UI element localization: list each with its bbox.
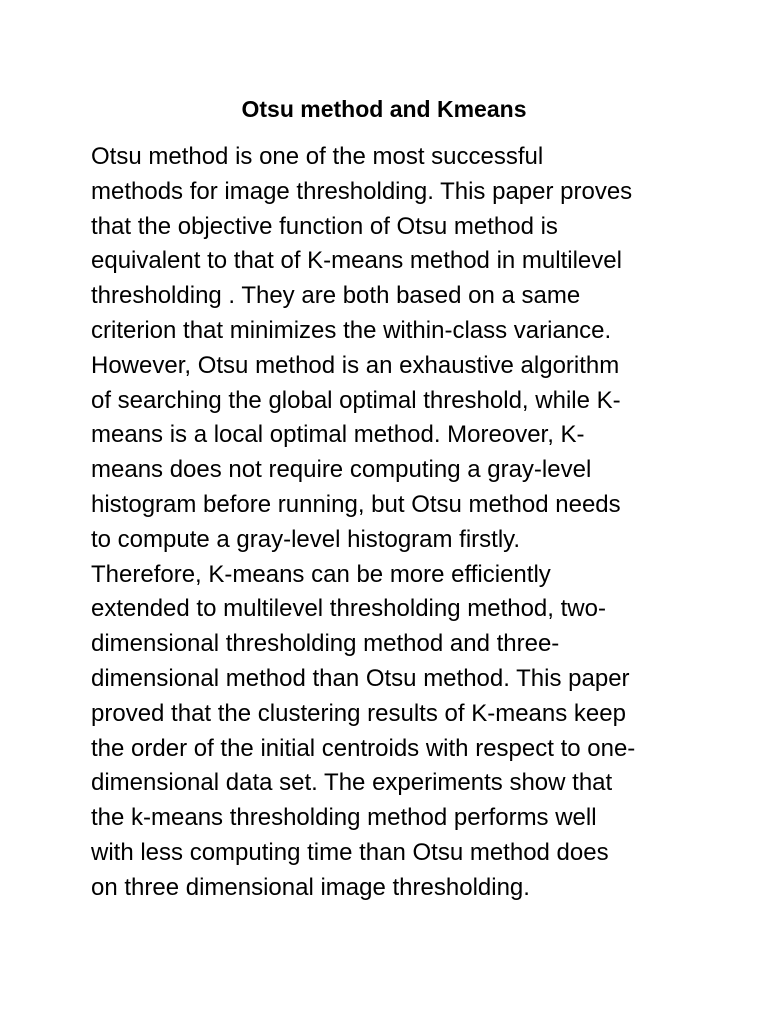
body-line: equivalent to that of K-means method in multilevel <box>91 247 622 275</box>
body-line: However, Otsu method is an exhaustive algorithm <box>91 351 620 379</box>
body-line: with less computing time than Otsu method does <box>91 838 609 866</box>
body-line: dimensional method than Otsu method. This paper <box>91 664 630 692</box>
document-body <box>91 140 691 906</box>
document-title: Otsu method and Kmeans <box>241 96 527 122</box>
body-line: extended to multilevel thresholding method, two- <box>91 595 606 623</box>
body-line: dimensional thresholding method and three- <box>91 630 560 658</box>
body-line: means is a local optimal method. Moreover, K- <box>91 421 585 449</box>
body-line: proved that the clustering results of K-means keep <box>91 699 626 727</box>
body-line: methods for image thresholding. This paper proves <box>91 177 633 205</box>
body-line: criterion that minimizes the within-class variance. <box>91 316 612 344</box>
body-line: Therefore, K-means can be more efficiently <box>91 560 551 588</box>
body-line: that the objective function of Otsu method is <box>91 212 558 240</box>
body-line: on three dimensional image thresholding. <box>91 873 530 901</box>
body-line: histogram before running, but Otsu method needs <box>91 490 621 518</box>
body-line: the order of the initial centroids with respect to one- <box>91 734 636 762</box>
body-line: dimensional data set. The experiments show that <box>91 769 613 797</box>
body-line: thresholding . They are both based on a same <box>91 282 581 310</box>
body-line: means does not require computing a gray-level <box>91 456 592 484</box>
body-line: the k-means thresholding method performs well <box>91 804 597 832</box>
body-line: of searching the global optimal threshold, while K- <box>91 386 621 414</box>
body-line: to compute a gray-level histogram firstly. <box>91 525 521 553</box>
body-line: Otsu method is one of the most successful <box>91 143 544 170</box>
